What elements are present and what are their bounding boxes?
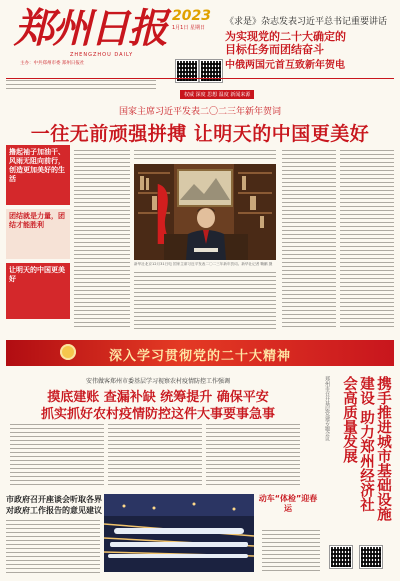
top-headline-2-line2: 目标任务而团结奋斗 — [225, 43, 324, 56]
main-kicker: 国家主席习近平发表二〇二三年新年贺词 — [118, 107, 281, 117]
section-headline-1[interactable]: 摸底建账 查漏补缺 统筹提升 确保平安 — [47, 390, 269, 405]
nav-tag: 权威 深度 思想 温度 新闻来源 — [180, 90, 254, 99]
top-headline-2-line1: 为实现党的二十大确定的 — [225, 30, 346, 43]
article-column — [206, 424, 300, 488]
lead-photo-graphic — [134, 164, 276, 260]
issue-date: 1月1日 星期日 — [172, 25, 205, 31]
top-headline-1[interactable]: 《求是》杂志发表习近平总书记重要讲话 — [225, 17, 388, 27]
top-headline-3[interactable]: 中俄两国元首互致新年贺电 — [225, 60, 345, 71]
train-photo-graphic — [104, 494, 254, 572]
article-column — [262, 530, 320, 572]
article-column — [134, 150, 276, 162]
article-column — [340, 150, 394, 330]
article-column — [74, 150, 130, 330]
newspaper-publisher: 主办：中共郑州市委 郑州日报社 — [20, 61, 85, 66]
train-photo-caption: 动车“体检”迎春运 — [258, 494, 318, 513]
top-headline-2[interactable] — [225, 30, 346, 56]
article-column — [282, 150, 336, 330]
section-headline-2[interactable]: 抓实抓好农村疫情防控这件大事要事急事 — [40, 407, 275, 422]
main-headline[interactable]: 一往无前顽强拼搏 让明天的中国更美好 — [30, 123, 370, 145]
lead-photo — [134, 164, 276, 260]
photo-caption: 新华社北京12月31日电 国家主席习近平发表二〇二三年新年贺词。新华社记者 鞠鹏 摄 — [134, 262, 273, 266]
divider — [6, 78, 394, 79]
issue-date-box — [172, 8, 218, 31]
issue-year: 2023 — [172, 8, 211, 24]
info-text — [6, 80, 156, 92]
right-kicker: 郑州市召开基层党建专题会议 — [324, 376, 330, 441]
article-column — [10, 424, 104, 488]
banner-title: 深入学习贯彻党的二十大精神 — [108, 349, 291, 364]
qr-code-icon — [360, 546, 382, 568]
left-block-1: 撸起袖子加油干、风雨无阻向前行，创造更加美好的生活 — [6, 145, 70, 205]
section-kicker: 安伟做客郑州市委基层学习视察农村疫情防控工作强调 — [85, 378, 230, 385]
newspaper-title: 郑州日报 — [14, 5, 166, 52]
left-block-2: 团结就是力量，团结才能胜利 — [6, 209, 70, 259]
newspaper-english-name: ZHENGZHOU DAILY — [70, 52, 134, 58]
right-vertical-headline[interactable]: 携手推进城市基础设施建设 助力郑州经济社会高质量发展 — [341, 376, 391, 521]
bottom-headline[interactable]: 市政府召开座谈会听取各界对政府工作报告的意见建议 — [6, 495, 102, 515]
article-column — [134, 272, 276, 330]
left-column — [6, 145, 70, 323]
article-column — [6, 520, 100, 574]
left-block-3: 让明天的中国更美好 — [6, 263, 70, 319]
qr-code-icon — [330, 546, 352, 568]
article-column — [108, 424, 202, 488]
train-photo — [104, 494, 254, 572]
